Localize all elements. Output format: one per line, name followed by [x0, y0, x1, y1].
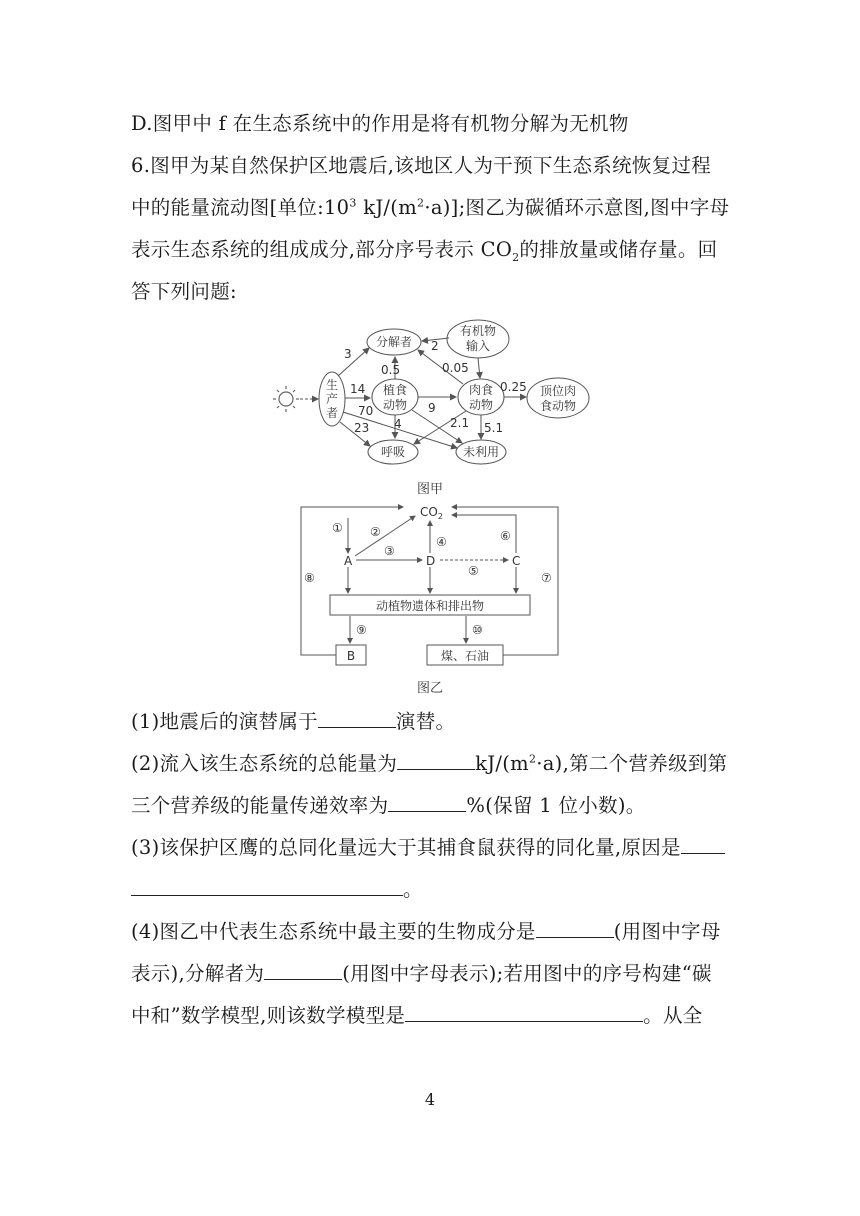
label-6: ⑥: [500, 529, 511, 543]
remains-label: 动植物遗体和排出物: [375, 599, 485, 613]
value-respiration-producer: 23: [354, 421, 370, 435]
label-3: ③: [384, 544, 395, 558]
label-10: ⑩: [472, 623, 483, 637]
value-to-decomposer: 3: [344, 347, 352, 361]
label-2: ②: [370, 525, 381, 539]
energy-flow-diagram: [262, 318, 602, 472]
fossil-label: 煤、石油: [440, 649, 490, 663]
label-1: ①: [332, 521, 343, 535]
arrow-8: [301, 507, 403, 655]
part-4-line-1: (4)图乙中代表生态系统中最主要的生物成分是 (用图中字母: [131, 917, 721, 946]
figure-1-caption: 图甲: [417, 482, 444, 497]
answer-blank-2b[interactable]: [388, 791, 466, 812]
co2-label: $CO_2$: [420, 505, 443, 521]
answer-blank-1[interactable]: [318, 707, 396, 728]
respiration-label: 呼吸: [380, 445, 406, 459]
arrow-producer-decomposer: [338, 348, 369, 376]
decomposer-label: 分解者: [375, 335, 413, 349]
figure-2-caption: 图乙: [417, 681, 444, 696]
organic-input-label-1: 有机物: [459, 324, 497, 338]
question-6-line-4: 答下列问题:: [131, 280, 237, 303]
label-4: ④: [436, 535, 447, 549]
producer-label-2: 产: [325, 392, 339, 406]
question-6-line-2: 中的能量流动图[单位$:10^3$ $kJ/(m^2\cdot a)$];图乙为碳循环示意图,图中字母: [131, 196, 730, 219]
value-to-herbivore: 14: [350, 382, 366, 396]
organic-input-label-2: 输入: [465, 339, 491, 353]
herbivore-label-2: 动物: [382, 398, 408, 412]
part-2-line-2: 三个营养级的能量传递效率为 %(保留 1 位小数)。: [131, 791, 646, 820]
value-unused-producer: 70: [358, 404, 374, 418]
value-input-decomposer: 2: [431, 339, 439, 353]
node-c: C: [512, 554, 521, 568]
answer-blank-4b[interactable]: [264, 959, 342, 980]
herbivore-label-1: 植食: [382, 383, 408, 397]
value-input-carnivore: 0.05: [442, 361, 469, 375]
label-9: ⑨: [356, 623, 367, 637]
answer-blank-2a[interactable]: [397, 749, 475, 770]
part-3-line-2: 。: [131, 875, 423, 904]
part-1-line: (1)地震后的演替属于 演替。: [131, 707, 455, 736]
carnivore-label-2: 动物: [468, 398, 494, 412]
answer-blank-3a[interactable]: [681, 833, 725, 854]
producer-label-3: 者: [325, 406, 339, 420]
label-7: ⑦: [541, 571, 552, 585]
label-8: ⑧: [304, 571, 315, 585]
node-d: D: [426, 554, 436, 568]
part-3-line-1: (3)该保护区鹰的总同化量远大于其捕食鼠获得的同化量,原因是: [131, 833, 725, 862]
question-6-line-3: 表示生态系统的组成成分,部分序号表示 $CO_2$的排放量或储存量。回: [131, 238, 718, 264]
option-d-line: D.图甲中 f 在生态系统中的作用是将有机物分解为无机物: [131, 112, 629, 135]
answer-blank-4c[interactable]: [405, 1001, 643, 1022]
carnivore-label-1: 肉食: [468, 383, 494, 397]
carbon-cycle-diagram: [298, 502, 562, 670]
top-carnivore-label-1: 顶位肉: [539, 384, 577, 398]
producer-label-1: 生: [325, 378, 339, 392]
label-5: ⑤: [468, 564, 479, 578]
value-herbivore-decomposer: 0.5: [381, 363, 401, 377]
value-carnivore-top: 0.25: [500, 380, 527, 394]
sun-icon: [273, 386, 299, 412]
answer-blank-4a[interactable]: [536, 917, 614, 938]
page-number: 4: [424, 1090, 436, 1109]
value-carnivore-respiration: 2.1: [450, 416, 470, 430]
question-6-line-1: 6.图甲为某自然保护区地震后,该地区人为干预下生态系统恢复过程: [131, 154, 712, 177]
value-herbivore-carnivore: 9: [428, 401, 436, 415]
unused-label: 未利用: [462, 445, 500, 459]
top-carnivore-label-2: 食动物: [539, 399, 577, 413]
node-b: B: [346, 649, 356, 663]
node-a: A: [344, 554, 353, 568]
part-4-line-2: 表示),分解者为 (用图中字母表示);若用图中的序号构建“碳: [131, 959, 712, 988]
answer-blank-3b[interactable]: [131, 875, 403, 896]
part-2-line-1: (2)流入该生态系统的总能量为 $kJ/(m^2\cdot a)$,第二个营养级到第: [131, 749, 727, 778]
value-herbivore-respiration: 4: [394, 417, 402, 431]
part-4-line-3: 中和”数学模型,则该数学模型是 。从全: [131, 1001, 703, 1030]
value-carnivore-unused: 5.1: [484, 421, 504, 435]
arrow-input-carnivore: [478, 358, 480, 378]
